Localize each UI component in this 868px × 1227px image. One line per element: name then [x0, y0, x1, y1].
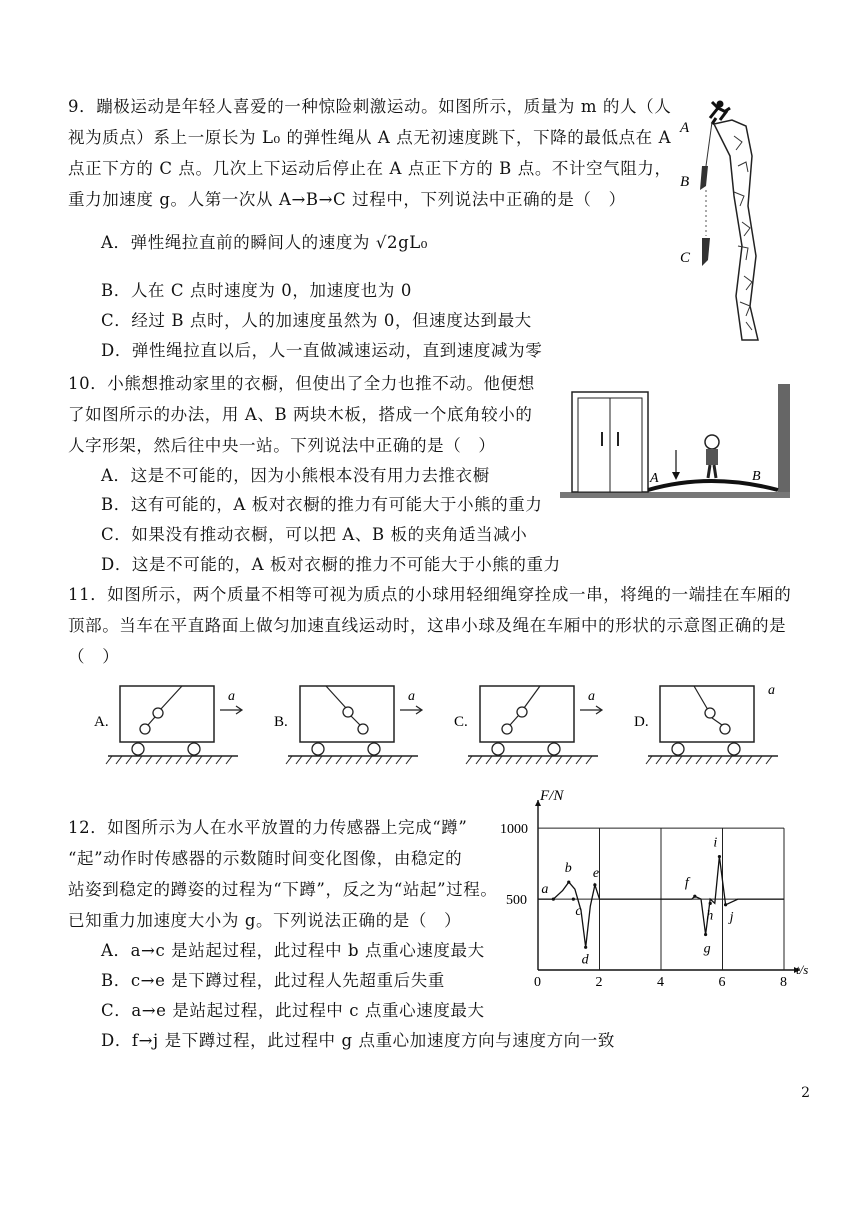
- point-j: [724, 903, 727, 906]
- point-label-g: g: [703, 941, 711, 957]
- label-board-b: B: [752, 469, 761, 484]
- force-time-chart: [494, 780, 814, 1000]
- y-tick-label: 1000: [500, 822, 528, 838]
- point-f: [693, 895, 696, 898]
- point-i: [718, 855, 721, 858]
- q11-line-3: （ ）: [68, 647, 120, 666]
- label-c: C: [680, 250, 691, 266]
- q12-line-1: 12．如图所示为人在水平放置的力传感器上完成“蹲”: [68, 818, 468, 837]
- x-tick-label: 0: [534, 975, 541, 990]
- q9-option-c: C．经过 B 点时，人的加速度虽然为 0，但速度达到最大: [101, 311, 532, 330]
- q12-line-3: 站姿到稳定的蹲姿的过程为“下蹲”，反之为“站起”过程。: [68, 880, 498, 899]
- q12-line-4: 已知重力加速度大小为 g。下列说法正确的是（ ）: [68, 911, 462, 930]
- point-label-c: c: [575, 904, 582, 920]
- q9-option-b: B．人在 C 点时速度为 0，加速度也为 0: [101, 281, 412, 300]
- q10-option-c: C．如果没有推动衣橱，可以把 A、B 板的夹角适当减小: [101, 525, 528, 544]
- q10-line-3: 人字形架，然后往中央一站。下列说法中正确的是（ ）: [68, 436, 496, 455]
- y-axis-label: F/N: [540, 788, 564, 804]
- x-tick-label: 2: [595, 975, 603, 990]
- svg-text:a: a: [408, 689, 415, 704]
- q9-option-a: A．弹性绳拉直前的瞬间人的速度为 √2gL₀: [101, 233, 429, 252]
- q12-option-c: C．a→e 是站起过程，此过程中 c 点重心速度最大: [101, 1001, 485, 1020]
- svg-text:a: a: [588, 689, 595, 704]
- point-label-a: a: [541, 882, 549, 898]
- x-axis-label: t/s: [796, 962, 809, 977]
- point-label-i: i: [713, 835, 718, 851]
- q10-option-d: D．这是不可能的，A 板对衣橱的推力不可能大于小熊的重力: [101, 555, 561, 574]
- car-option-c: [454, 686, 602, 764]
- q9-line-2: 视为质点）系上一原长为 L₀ 的弹性绳从 A 点无初速度跳下，下降的最低点在 A: [68, 128, 672, 147]
- point-label-h: h: [706, 908, 714, 924]
- point-b: [567, 880, 570, 883]
- q11-line-2: 顶部。当车在平直路面上做匀加速直线运动时，这串小球及绳在车厢中的形状的示意图正确的是: [68, 616, 787, 635]
- wardrobe-figure: [560, 382, 792, 502]
- bungee-figure: [672, 96, 782, 342]
- svg-text:a: a: [228, 689, 235, 704]
- q12-line-2: “起”动作时传感器的示数随时间变化图像，由稳定的: [68, 849, 463, 868]
- q9-line-4: 重力加速度 g。人第一次从 A→B→C 过程中，下列说法中正确的是（ ）: [68, 190, 626, 209]
- x-tick-label: 6: [718, 975, 726, 990]
- q11-cars: [88, 680, 788, 776]
- q12-option-b: B．c→e 是下蹲过程，此过程人先超重后失重: [101, 971, 445, 990]
- x-tick-label: 4: [657, 975, 664, 990]
- page-number: 2: [801, 1085, 810, 1101]
- point-g: [704, 933, 707, 936]
- svg-text:B.: B.: [274, 714, 288, 730]
- car-option-d: [634, 683, 778, 764]
- svg-text:a: a: [768, 683, 775, 698]
- label-a: A: [680, 120, 690, 136]
- q9-line-1: 9．蹦极运动是年轻人喜爱的一种惊险刺激运动。如图所示，质量为 m 的人（人: [68, 97, 672, 116]
- q9-option-d: D．弹性绳拉直以后，人一直做减速运动，直到速度减为零: [101, 341, 543, 360]
- q11-line-1: 11．如图所示，两个质量不相等可视为质点的小球用轻细绳穿拴成一串，将绳的一端挂在车厢的: [68, 585, 792, 604]
- x-tick-label: 8: [780, 975, 787, 990]
- point-label-e: e: [592, 865, 600, 881]
- q9-line-3: 点正下方的 C 点。几次上下运动后停止在 A 点正下方的 B 点。不计空气阻力，: [68, 159, 672, 178]
- car-option-b: [274, 686, 422, 764]
- point-a: [552, 897, 555, 900]
- car-option-a: [94, 686, 242, 764]
- q10-option-b: B．这有可能的，A 板对衣橱的推力有可能大于小熊的重力: [101, 495, 543, 514]
- label-b: B: [680, 174, 690, 190]
- y-tick-label: 500: [506, 893, 527, 909]
- point-d: [584, 946, 587, 949]
- q12-option-a: A．a→c 是站起过程，此过程中 b 点重心速度最大: [101, 941, 485, 960]
- point-h: [709, 902, 712, 905]
- point-label-b: b: [564, 861, 572, 877]
- point-label-j: j: [729, 909, 734, 925]
- point-label-d: d: [581, 952, 589, 968]
- point-c: [572, 897, 575, 900]
- q12-option-d: D．f→j 是下蹲过程，此过程中 g 点重心加速度方向与速度方向一致: [101, 1031, 615, 1050]
- point-e: [593, 883, 596, 886]
- q10-line-1: 10．小熊想推动家里的衣橱，但使出了全力也推不动。他便想: [68, 374, 535, 393]
- q10-line-2: 了如图所示的办法，用 A、B 两块木板，搭成一个底角较小的: [68, 405, 533, 424]
- svg-text:A.: A.: [94, 714, 109, 730]
- q10-option-a: A．这是不可能的，因为小熊根本没有用力去推衣橱: [101, 466, 490, 485]
- point-label-f: f: [684, 875, 689, 891]
- svg-text:C.: C.: [454, 714, 468, 730]
- svg-text:D.: D.: [634, 714, 649, 730]
- label-board-a: A: [650, 471, 659, 486]
